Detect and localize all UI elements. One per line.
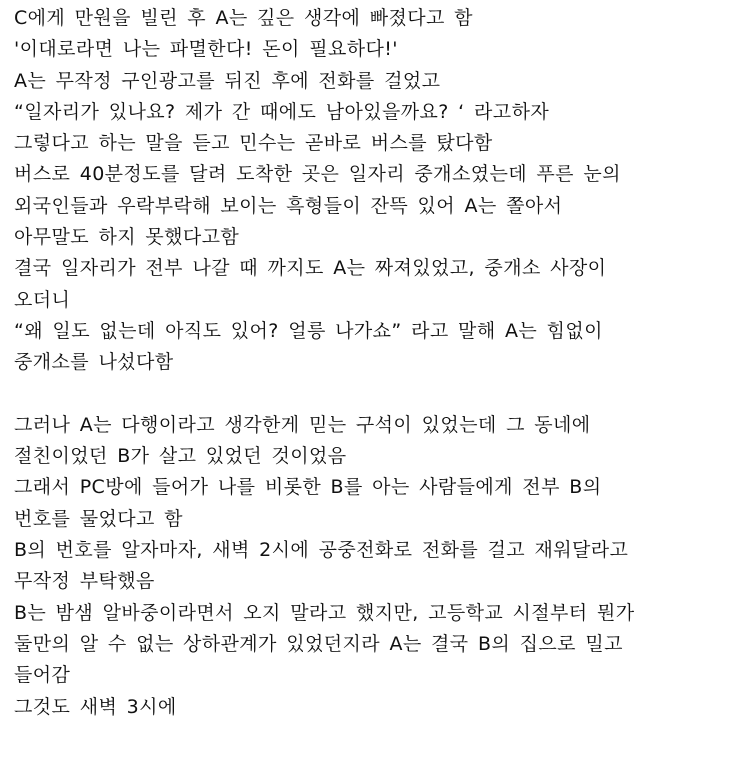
text-line: '이대로라면 나는 파멸한다! 돈이 필요하다!' <box>14 38 398 61</box>
story-paragraph-1 <box>14 3 728 379</box>
text-line: 결국 일자리가 전부 나갈 때 까지도 A는 짜져있었고, 중개소 사장이 <box>14 257 607 280</box>
text-line: A는 무작정 구인광고를 뒤진 후에 전화를 걸었고 <box>14 69 441 92</box>
text-line: 둘만의 알 수 없는 상하관계가 있었던지라 A는 결국 B의 집으로 밀고 <box>14 632 623 655</box>
text-line: “일자리가 있나요? 제가 간 때에도 남아있을까요? ‘ 라고하자 <box>14 100 550 123</box>
text-line: B의 번호를 알자마자, 새벽 2시에 공중전화로 전화를 걸고 재워달라고 <box>14 539 629 562</box>
text-line: B는 밤샘 알바중이라면서 오지 말라고 했지만, 고등학교 시절부터 뭔가 <box>14 601 635 624</box>
text-line: 아무말도 하지 못했다고함 <box>14 226 240 249</box>
text-line: 그것도 새벽 3시에 <box>14 695 177 718</box>
paragraph-gap <box>14 379 728 410</box>
text-line: 그렇다고 하는 말을 듣고 민수는 곧바로 버스를 탔다함 <box>14 132 493 155</box>
text-line: C에게 만원을 빌린 후 A는 깊은 생각에 빠졌다고 함 <box>14 7 473 29</box>
story-text <box>14 3 728 723</box>
text-line: “왜 일도 없는데 아직도 있어? 얼릉 나가쇼” 라고 말해 A는 힘없이 <box>14 319 603 342</box>
text-line: 외국인들과 우락부락해 보이는 흑형들이 잔뜩 있어 A는 쫄아서 <box>14 194 563 217</box>
story-paragraph-2 <box>14 410 728 723</box>
text-line: 중개소를 나섰다함 <box>14 351 174 374</box>
text-line: 절친이었던 B가 살고 있었던 것이었음 <box>14 445 347 468</box>
text-line: 그러나 A는 다행이라고 생각한게 믿는 구석이 있었는데 그 동네에 <box>14 413 591 436</box>
text-line: 들어감 <box>14 664 71 687</box>
text-line: 번호를 물었다고 함 <box>14 507 183 530</box>
text-line: 버스로 40분정도를 달려 도착한 곳은 일자리 중개소였는데 푸른 눈의 <box>14 163 621 186</box>
text-line: 무작정 부탁했음 <box>14 570 155 593</box>
text-line: 그래서 PC방에 들어가 나를 비롯한 B를 아는 사람들에게 전부 B의 <box>14 476 602 499</box>
text-line: 오더니 <box>14 288 71 311</box>
